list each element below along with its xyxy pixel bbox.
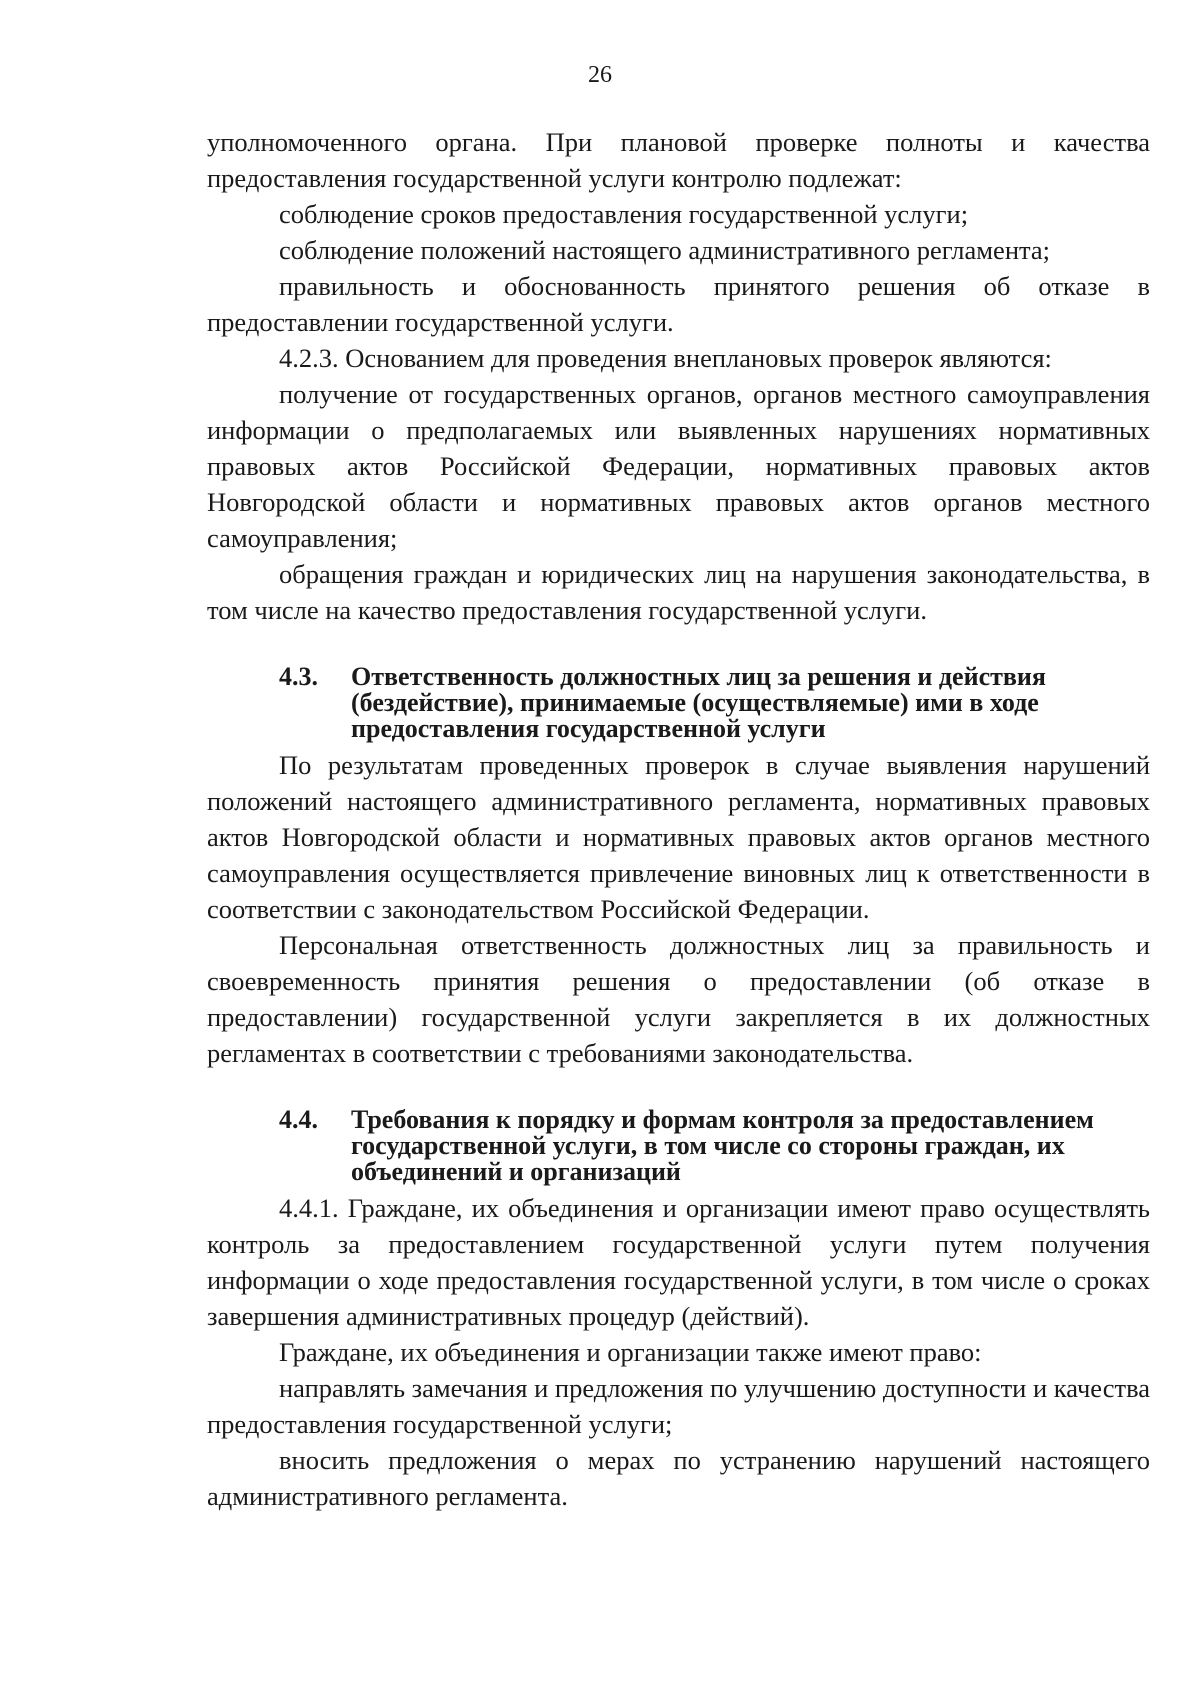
paragraph: уполномоченного органа. При плановой проверке полноты и качества предоставления государственной услуги контролю подлежат: xyxy=(207,127,1150,193)
paragraph: 4.2.3. Основанием для проведения внеплановых проверок являются: xyxy=(279,343,1052,373)
paragraph: По результатам проведенных проверок в случае выявления нарушений положений настоящего административного регламента, нормативных правовых актов Новгородской области и нормативных правовых актов органов местного самоуправления осуществляется привлечение виновных лиц к ответственности в соответствии с законодательством Российской Федерации. xyxy=(207,750,1150,924)
section-title: Требования к порядку и формам контроля за предоставлением государственной услуги, в том числе со стороны граждан, их объединений и организаций xyxy=(351,1105,1094,1186)
page-number: 26 xyxy=(588,62,612,88)
paragraph: получение от государственных органов, органов местного самоуправления информации о предполагаемых или выявленных нарушениях нормативных правовых актов Российской Федерации, нормативных правовых актов Новгородской области и нормативных правовых актов органов местного самоуправления; xyxy=(207,379,1150,553)
section-number: 4.3. xyxy=(279,662,318,691)
section-title: Ответственность должностных лиц за решения и действия (бездействие), принимаемые (осуществляемые) ими в ходе предоставления государственной услуги xyxy=(351,662,1046,743)
paragraph: правильность и обоснованность принятого решения об отказе в предоставлении государственной услуги. xyxy=(207,271,1150,337)
section-heading-4-3 xyxy=(207,664,1150,742)
paragraph: 4.4.1. Граждане, их объединения и организации имеют право осуществлять контроль за предоставлением государственной услуги путем получения информации о ходе предоставления государственной услуги, в том числе о сроках завершения административных процедур (действий). xyxy=(207,1193,1150,1331)
paragraph: соблюдение сроков предоставления государственной услуги; xyxy=(279,199,969,229)
paragraph: вносить предложения о мерах по устранению нарушений настоящего административного регламента. xyxy=(207,1445,1150,1511)
section-number: 4.4. xyxy=(279,1105,318,1134)
section-heading-4-4 xyxy=(207,1107,1150,1185)
paragraph: соблюдение положений настоящего административного регламента; xyxy=(279,235,1051,265)
paragraph: Граждане, их объединения и организации также имеют право: xyxy=(279,1337,982,1367)
paragraph: Персональная ответственность должностных лиц за правильность и своевременность принятия решения о предоставлении (об отказе в предоставлении) государственной услуги закрепляется в их должностных регламентах в соответствии с требованиями законодательства. xyxy=(207,930,1150,1068)
paragraph: обращения граждан и юридических лиц на нарушения законодательства, в том числе на качество предоставления государственной услуги. xyxy=(207,559,1150,625)
paragraph: направлять замечания и предложения по улучшению доступности и качества предоставления государственной услуги; xyxy=(207,1373,1150,1439)
page-content xyxy=(207,124,1150,1514)
